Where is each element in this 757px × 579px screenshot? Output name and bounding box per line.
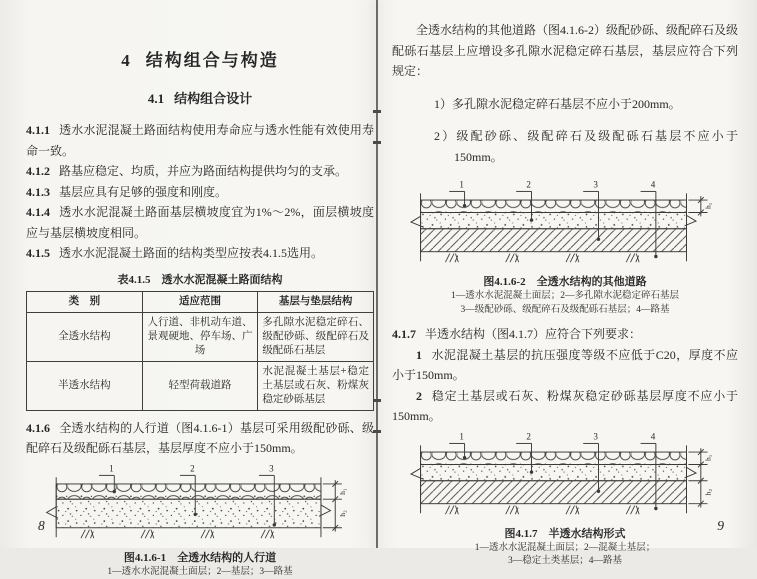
clause-number: 4.1.5	[26, 246, 59, 260]
item-text: 稳定土基层或石灰、粉煤灰稳定砂砾基层厚度不应小于150mm。	[392, 389, 738, 424]
clause-text: 路基应稳定、均质，并应为路面结构提供均匀的支承。	[59, 164, 347, 178]
section-number: 4.1	[148, 91, 164, 106]
page-number-right: 9	[717, 518, 724, 534]
figure-legend: 1—透水水泥混凝土面层；2—基层；3—路基	[26, 566, 374, 579]
callout-2: 2	[526, 180, 531, 190]
right-page	[392, 0, 738, 548]
chapter-heading	[26, 46, 374, 71]
clause-number: 4.1.4	[26, 205, 59, 219]
callout-1: 1	[109, 463, 114, 473]
intro-paragraph: 全透水结构的其他道路（图4.1.6-2）级配砂砾、级配碎石及级配砾石基层上应增设多孔隙水泥稳定碎石基层，基层应符合下列规定：	[392, 20, 738, 82]
clause-number: 4.1.1	[26, 123, 59, 137]
table-caption: 表4.1.5 透水水泥混凝土路面结构	[26, 271, 374, 287]
spine-tick	[373, 430, 381, 433]
cell-scope: 人行道、非机动车道、景观硬地、停车场、广场	[142, 312, 258, 361]
spine-tick	[373, 141, 381, 144]
spine-tick	[373, 399, 381, 402]
figure-legend-line2: 3—级配砂砾、级配碎石及级配砾石基层；4—路基	[392, 304, 738, 318]
clause-text: 透水水泥混凝土路面的结构类型应按表4.1.5选用。	[59, 246, 323, 260]
table-header-category: 类 别	[27, 291, 143, 312]
item-text: 水泥混凝土基层的抗压强度等级不应低于C20，厚度不应小于150mm。	[392, 348, 738, 383]
cell-scope: 轻型荷载道路	[142, 361, 258, 410]
table-header-scope: 适应范围	[142, 291, 258, 312]
figure-caption: 图4.1.6-1 全透水结构的人行道	[26, 549, 374, 565]
callout-2: 2	[526, 431, 531, 441]
clause-4-1-5	[26, 243, 374, 264]
page-number-left: 8	[38, 518, 45, 534]
dim-h1-label: h₁	[703, 202, 712, 209]
clause-text: 透水水泥混凝土路面结构使用寿命应与透水性能有效使用寿命一致。	[26, 123, 374, 158]
table-header-row	[27, 291, 374, 312]
chapter-title: 结构组合与构造	[146, 51, 279, 70]
left-page	[26, 0, 374, 548]
figure-caption: 图4.1.6-2 全透水结构的其他道路	[392, 273, 738, 289]
rule-item-2: 2）级配砂砾、级配碎石及级配砾石基层不应小于150mm。	[392, 126, 738, 167]
clause-text: 透水水泥混凝土路面基层横坡度宜为1%～2%，面层横坡度应与基层横坡度相同。	[26, 205, 374, 240]
requirement-2	[392, 386, 738, 427]
clause-number: 4.1.2	[26, 164, 59, 178]
section-heading	[26, 88, 374, 107]
clause-4-1-2	[26, 161, 374, 182]
callout-2: 2	[190, 463, 195, 473]
clause-number: 4.1.6	[26, 421, 59, 435]
dim-h2-label: h₂	[338, 509, 347, 516]
chapter-number: 4	[121, 51, 132, 70]
callout-1: 1	[459, 180, 464, 190]
clause-text: 基层应具有足够的强度和刚度。	[59, 185, 227, 199]
item-number: 2	[416, 389, 431, 403]
requirement-1	[392, 345, 738, 386]
section-title: 结构组合设计	[174, 91, 252, 106]
figure-legend-line1: 1—透水水泥混凝土面层；2—多孔隙水泥稳定碎石基层	[392, 290, 738, 304]
callout-4: 4	[651, 180, 656, 190]
table-header-base: 基层与垫层结构	[258, 291, 374, 312]
callout-3: 3	[593, 180, 598, 190]
cross-section-diagram-semi-permeable	[406, 431, 724, 519]
clause-4-1-3	[26, 182, 374, 203]
figure-4-1-6-1	[26, 463, 374, 579]
clause-text: 全透水结构的人行道（图4.1.6-1）基层可采用级配砂砾、级配碎石及级配砾石基层，基层厚度不应小于150mm。	[26, 421, 374, 456]
cell-base: 水泥混凝土基层+稳定土基层或石灰、粉煤灰稳定砂砾基层	[258, 361, 374, 410]
dim-h1-label: h₁	[703, 454, 712, 461]
callout-3: 3	[593, 431, 598, 441]
figure-caption: 图4.1.7 半透水结构形式	[392, 525, 738, 541]
callout-1: 1	[459, 431, 464, 441]
item-number: 1	[416, 348, 431, 362]
clause-text: 半透水结构（图4.1.7）应符合下列要求：	[425, 327, 641, 341]
dim-h1-label: h₁	[338, 488, 347, 495]
cell-category: 半透水结构	[27, 361, 143, 410]
dim-h2-label: h₂	[703, 488, 712, 495]
cross-section-diagram-full-permeable-other-roads	[406, 179, 724, 267]
cell-category: 全透水结构	[27, 312, 143, 361]
spine-tick	[373, 110, 381, 113]
callout-4: 4	[651, 431, 656, 441]
table-row	[27, 312, 374, 361]
figure-legend-line1: 1—透水水泥混凝土面层；2—混凝土基层；	[392, 542, 738, 556]
clause-number: 4.1.7	[392, 327, 425, 341]
callout-3: 3	[269, 463, 274, 473]
clause-4-1-6	[26, 418, 374, 459]
figure-legend-line2: 3—稳定土类基层；4—路基	[392, 555, 738, 569]
clause-4-1-1	[26, 120, 374, 161]
book-spine-divider	[376, 0, 378, 548]
cross-section-diagram-full-permeable-sidewalk	[41, 463, 359, 543]
figure-4-1-6-2	[392, 179, 738, 317]
table-row	[27, 361, 374, 410]
cell-base: 多孔隙水泥稳定碎石、级配砂砾、级配碎石及级配砾石基层	[258, 312, 374, 361]
rule-item-1: 1）多孔隙水泥稳定碎石基层不应小于200mm。	[392, 94, 738, 115]
clause-4-1-7	[392, 324, 738, 345]
pavement-structure-table	[26, 291, 374, 411]
clause-number: 4.1.3	[26, 185, 59, 199]
clause-4-1-4	[26, 202, 374, 243]
